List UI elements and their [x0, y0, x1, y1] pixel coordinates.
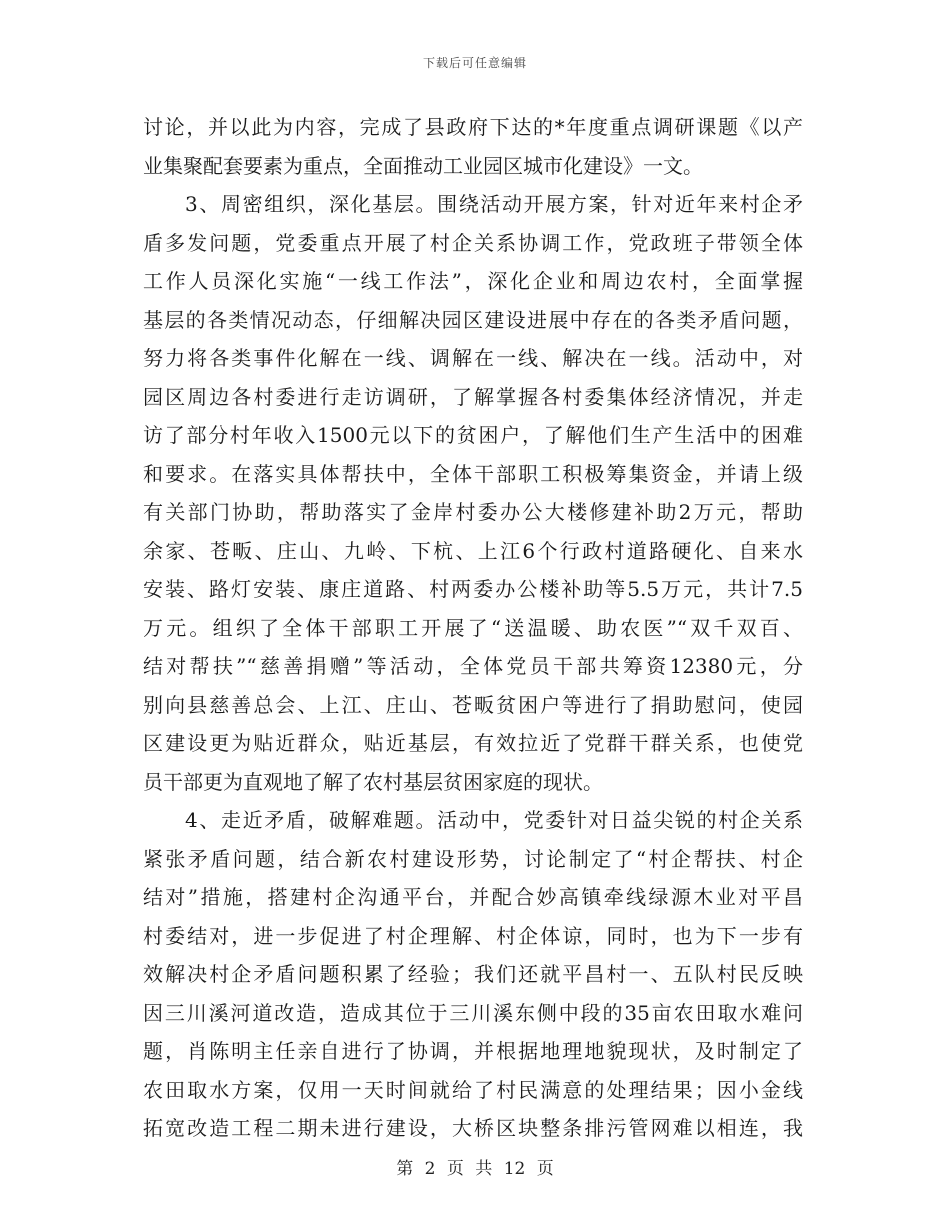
- text-line: 3、周密组织，深化基层。围绕活动开展方案，针对近年来村企矛: [185, 192, 803, 216]
- page-header: 下载后可任意编辑: [422, 56, 527, 70]
- text-line: 园区周边各村委进行走访调研，了解掌握各村委集体经济情况，并走: [143, 384, 803, 409]
- text-line: 和要求。在落实具体帮扶中，全体干部职工积极筹集资金，并请上级: [143, 461, 803, 486]
- page-footer: 第 2 页 共 12 页: [396, 1159, 554, 1179]
- text-line: 拓宽改造工程二期未进行建设，大桥区块整条排污管网难以相连，我: [143, 1116, 803, 1140]
- text-line: 4、走近矛盾，破解难题。活动中，党委针对日益尖锐的村企关系: [185, 808, 803, 832]
- text-line: 村委结对，进一步促进了村企理解、村企体谅，同时，也为下一步有: [143, 923, 803, 948]
- text-line: 因三川溪河道改造，造成其位于三川溪东侧中段的35亩农田取水难问: [143, 1000, 803, 1025]
- text-line: 区建设更为贴近群众，贴近基层，有效拉近了党群干群关系，也使党: [143, 731, 803, 755]
- text-line: 题，肖陈明主任亲自进行了协调，并根据地理地貌现状，及时制定了: [143, 1039, 803, 1063]
- text-line: 结对帮扶”“慈善捐赠”等活动，全体党员干部共筹资12380元，分: [143, 654, 803, 678]
- text-line: 结对”措施，搭建村企沟通平台，并配合妙高镇牵线绿源木业对平昌: [143, 885, 803, 909]
- text-line: 业集聚配套要素为重点，全面推动工业园区城市化建设》一文。: [143, 153, 703, 178]
- text-line: 基层的各类情况动态，仔细解决园区建设进展中存在的各类矛盾问题，: [143, 307, 803, 332]
- paragraph: [143, 108, 803, 185]
- text-line: 紧张矛盾问题，结合新农村建设形势，讨论制定了“村企帮扶、村企: [143, 846, 803, 871]
- text-line: 盾多发问题，党委重点开展了村企关系协调工作，党政班子带领全体: [143, 230, 803, 255]
- text-line: 安装、路灯安装、康庄道路、村两委办公楼补助等5.5万元，共计7.5: [143, 577, 803, 601]
- paragraph: [143, 185, 803, 801]
- document-body: [143, 108, 803, 1148]
- paragraph: [143, 801, 803, 1148]
- text-line: 员干部更为直观地了解了农村基层贫困家庭的现状。: [143, 769, 603, 794]
- text-line: 访了部分村年收入1500元以下的贫困户，了解他们生产生活中的困难: [143, 423, 803, 447]
- text-line: 农田取水方案，仅用一天时间就给了村民满意的处理结果；因小金线: [143, 1077, 803, 1102]
- text-line: 余家、苍畈、庄山、九岭、下杭、上江6个行政村道路硬化、自来水: [143, 538, 803, 563]
- text-line: 万元。组织了全体干部职工开展了“送温暖、助农医”“双千双百、: [143, 615, 803, 640]
- text-line: 工作人员深化实施“一线工作法”，深化企业和周边农村，全面掌握: [143, 269, 803, 293]
- text-line: 讨论，并以此为内容，完成了县政府下达的*年度重点调研课题《以产: [143, 115, 803, 139]
- text-line: 努力将各类事件化解在一线、调解在一线、解决在一线。活动中，对: [143, 346, 803, 370]
- text-line: 有关部门协助，帮助落实了金岸村委办公大楼修建补助2万元，帮助: [143, 500, 803, 524]
- text-line: 效解决村企矛盾问题积累了经验；我们还就平昌村一、五队村民反映: [143, 962, 803, 986]
- text-line: 别向县慈善总会、上江、庄山、苍畈贫困户等进行了捐助慰问，使园: [143, 692, 803, 717]
